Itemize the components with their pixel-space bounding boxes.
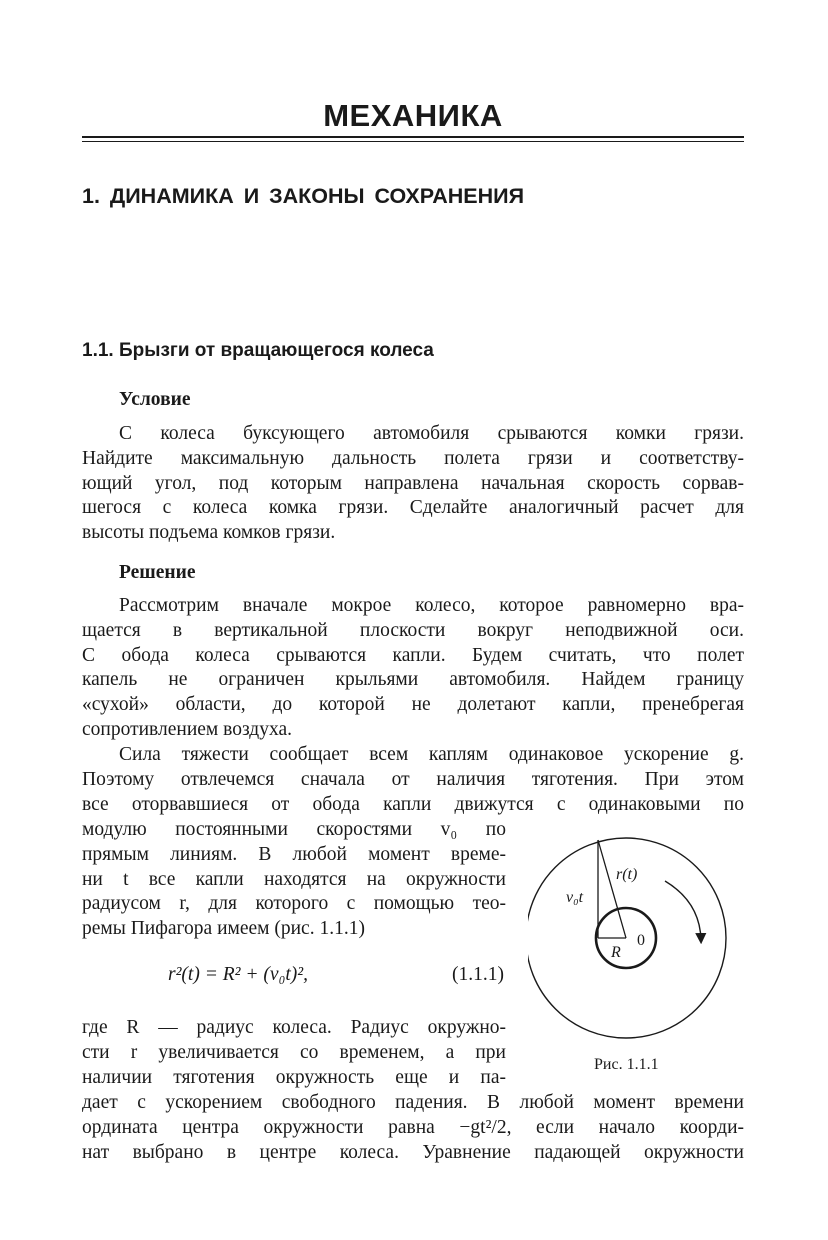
solution-paragraph-2 — [82, 743, 744, 817]
text-line: сопротивлением воздуха. — [82, 718, 292, 740]
title-rule-thick — [82, 136, 744, 138]
solution-paragraph-3-narrow — [82, 1016, 506, 1090]
label-origin: 0 — [637, 932, 645, 949]
condition-heading: Условие — [119, 389, 191, 410]
label-v0t: v₀t — [566, 889, 584, 906]
text-line: капель не ограничен крыльями автомобиля. Найдем границу — [82, 669, 744, 691]
radius-rt-line — [598, 840, 626, 938]
formula: r²(t) = R² + (v₀t)², — [168, 964, 308, 985]
text-line: сти r увеличивается со временем, а при — [82, 1041, 506, 1063]
text-line: нат выбрано в центре колеса. Уравнение падающей окружности — [82, 1141, 744, 1163]
text-line: шегося с колеса комка грязи. Сделайте аналогичный расчет для — [82, 497, 744, 519]
text-line: ни t все капли находятся на окружности — [82, 868, 506, 890]
text-line: прямым линиям. В любой момент време- — [82, 843, 506, 865]
figure-caption: Рис. 1.1.1 — [594, 1056, 659, 1073]
text-line: ющий угол, под которым направлена начальная скорость сорвав- — [82, 472, 744, 494]
text-line: С обода колеса срываются капли. Будем считать, что полет — [82, 644, 744, 666]
text-line: ремы Пифагора имеем (рис. 1.1.1) — [82, 918, 365, 940]
condition-paragraph — [82, 422, 744, 546]
figure-1-1-1 — [528, 826, 744, 1046]
chapter-title: 1. ДИНАМИКА И ЗАКОНЫ СОХРАНЕНИЯ — [82, 184, 525, 208]
text-line: щается в вертикальной плоскости вокруг неподвижной оси. — [82, 619, 744, 641]
solution-paragraph-2-narrow — [82, 818, 506, 942]
text-line: модулю постоянными скоростями v₀ по — [82, 819, 506, 840]
solution-paragraph-3 — [82, 1091, 744, 1165]
text-line: Найдите максимальную дальность полета грязи и соответству- — [82, 447, 744, 469]
text-line: все оторвавшиеся от обода капли движутся с одинаковыми по — [82, 793, 744, 815]
text-line: Поэтому отвлечемся сначала от наличия тяготения. При этом — [82, 768, 744, 790]
text-line: Рассмотрим вначале мокрое колесо, которое равномерно вра- — [119, 595, 744, 616]
section-title: 1.1. Брызги от вращающегося колеса — [82, 340, 434, 361]
equation-1-1-1 — [82, 964, 506, 994]
text-line: «сухой» области, до которой не долетают капли, пренебрегая — [82, 694, 744, 716]
label-rt: r(t) — [616, 866, 638, 883]
page — [82, 0, 744, 1240]
text-line: ордината центра окружности равна −gt²/2, если начало коорди- — [82, 1116, 744, 1138]
solution-heading: Решение — [119, 562, 196, 583]
text-line: дает с ускорением свободного падения. В любой момент времени — [82, 1092, 744, 1113]
part-title: МЕХАНИКА — [323, 98, 503, 133]
title-rule-thin — [82, 141, 744, 142]
text-line: Сила тяжести сообщает всем каплям одинаковое ускорение g. — [119, 744, 744, 765]
equation-number: (1.1.1) — [452, 964, 504, 985]
solution-paragraph-1 — [82, 594, 744, 743]
rotation-arrow — [665, 881, 701, 940]
label-R: R — [611, 944, 621, 961]
text-line: радиусом r, для которого с помощью тео- — [82, 893, 506, 915]
text-line: высоты подъема комков грязи. — [82, 522, 336, 544]
text-line: наличии тяготения окружность еще и па- — [82, 1066, 506, 1088]
text-line: где R — радиус колеса. Радиус окружно- — [82, 1017, 506, 1038]
text-line: С колеса буксующего автомобиля срываются комки грязи. — [119, 423, 744, 444]
